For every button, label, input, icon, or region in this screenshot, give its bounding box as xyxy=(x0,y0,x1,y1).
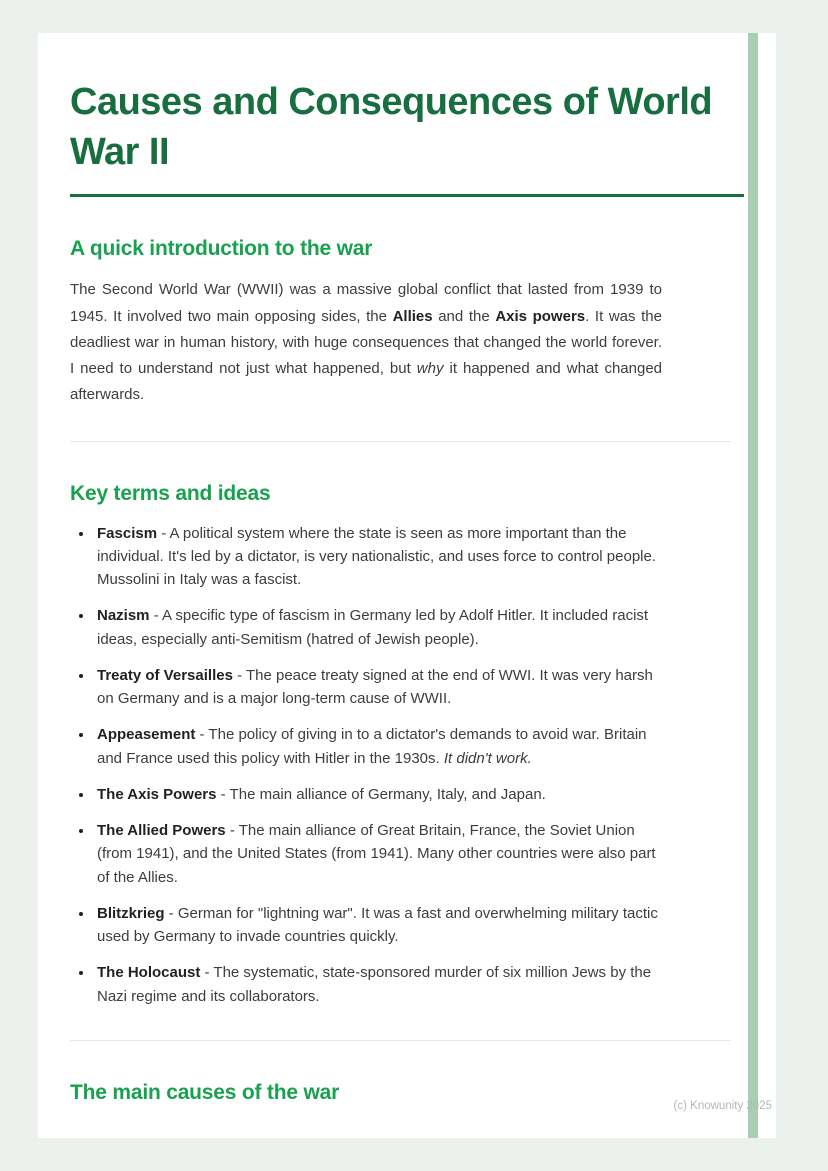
text-segment-italic: why xyxy=(416,360,444,378)
intro-paragraph xyxy=(70,277,662,408)
term-note: It didn't work. xyxy=(443,749,532,767)
term-definition: - The policy of giving in to a dictator's demands to avoid war. Britain and France used this policy with Hitler in the 1930s. xyxy=(97,726,647,767)
title-rule xyxy=(70,194,744,197)
list-item xyxy=(94,723,662,770)
term-label: Fascism xyxy=(97,524,158,542)
copyright-text: (c) Knowunity 2025 xyxy=(673,1100,772,1112)
key-terms-block xyxy=(70,522,744,1008)
term-definition: - The systematic, state-sponsored murder of six million Jews by the Nazi regime and its collaborators. xyxy=(97,964,652,1005)
term-label: Treaty of Versailles xyxy=(97,666,233,684)
term-definition: - German for "lightning war". It was a fast and overwhelming military tactic used by Germany to invade countries quickly. xyxy=(97,904,658,946)
text-segment-bold: Axis powers xyxy=(495,307,586,325)
term-definition: - The main alliance of Germany, Italy, and Japan. xyxy=(216,785,546,803)
key-terms-list xyxy=(70,522,662,1008)
document-page xyxy=(38,33,776,1138)
list-item xyxy=(94,819,662,889)
page-title: Causes and Consequences of World War II xyxy=(70,81,713,174)
term-definition: - The main alliance of Great Britain, France, the Soviet Union (from 1941), and the United States (from 1941). Many other countries were also part of the Allies. xyxy=(97,822,656,886)
section-heading-key-terms: Key terms and ideas xyxy=(70,481,271,505)
list-item xyxy=(94,902,662,949)
section-heading-intro: A quick introduction to the war xyxy=(70,237,373,261)
term-label: Nazism xyxy=(97,607,150,625)
text-segment: . It was the deadliest war in human history, with huge consequences that changed the world forever. I need to understand not just what happened, but xyxy=(70,307,662,378)
term-label: Blitzkrieg xyxy=(97,904,165,922)
page-content xyxy=(38,33,776,1105)
term-label: The Holocaust xyxy=(97,964,201,982)
accent-stripe xyxy=(748,33,758,1138)
text-segment-bold: Allies xyxy=(392,307,433,325)
term-label: The Axis Powers xyxy=(97,785,217,803)
term-label: The Allied Powers xyxy=(97,822,226,840)
term-definition: - The peace treaty signed at the end of WWI. It was very harsh on Germany and is a major long-term cause of WWII. xyxy=(97,666,653,708)
term-label: Appeasement xyxy=(97,726,196,744)
list-item xyxy=(94,783,662,806)
text-segment: it happened and what changed afterwards. xyxy=(70,360,663,404)
list-item xyxy=(94,604,662,651)
list-item xyxy=(94,664,662,711)
list-item xyxy=(94,961,662,1008)
term-definition: - A specific type of fascism in Germany led by Adolf Hitler. It included racist ideas, especially anti-Semitism (hatred of Jewish people). xyxy=(97,607,649,648)
list-item xyxy=(94,522,662,592)
section-divider xyxy=(70,441,731,442)
intro-block xyxy=(70,277,744,408)
text-segment: and the xyxy=(432,307,496,325)
section-heading-causes: The main causes of the war xyxy=(70,1080,340,1104)
term-definition: - A political system where the state is seen as more important than the individual. It's led by a dictator, is very nationalistic, and uses force to control people. Mussolini in Italy was a fascist. xyxy=(97,524,656,589)
section-divider xyxy=(70,1040,731,1041)
text-segment: The Second World War (WWII) was a massive global conflict that lasted from 1939 to 1945. It involved two main opposing sides, the xyxy=(70,281,662,325)
